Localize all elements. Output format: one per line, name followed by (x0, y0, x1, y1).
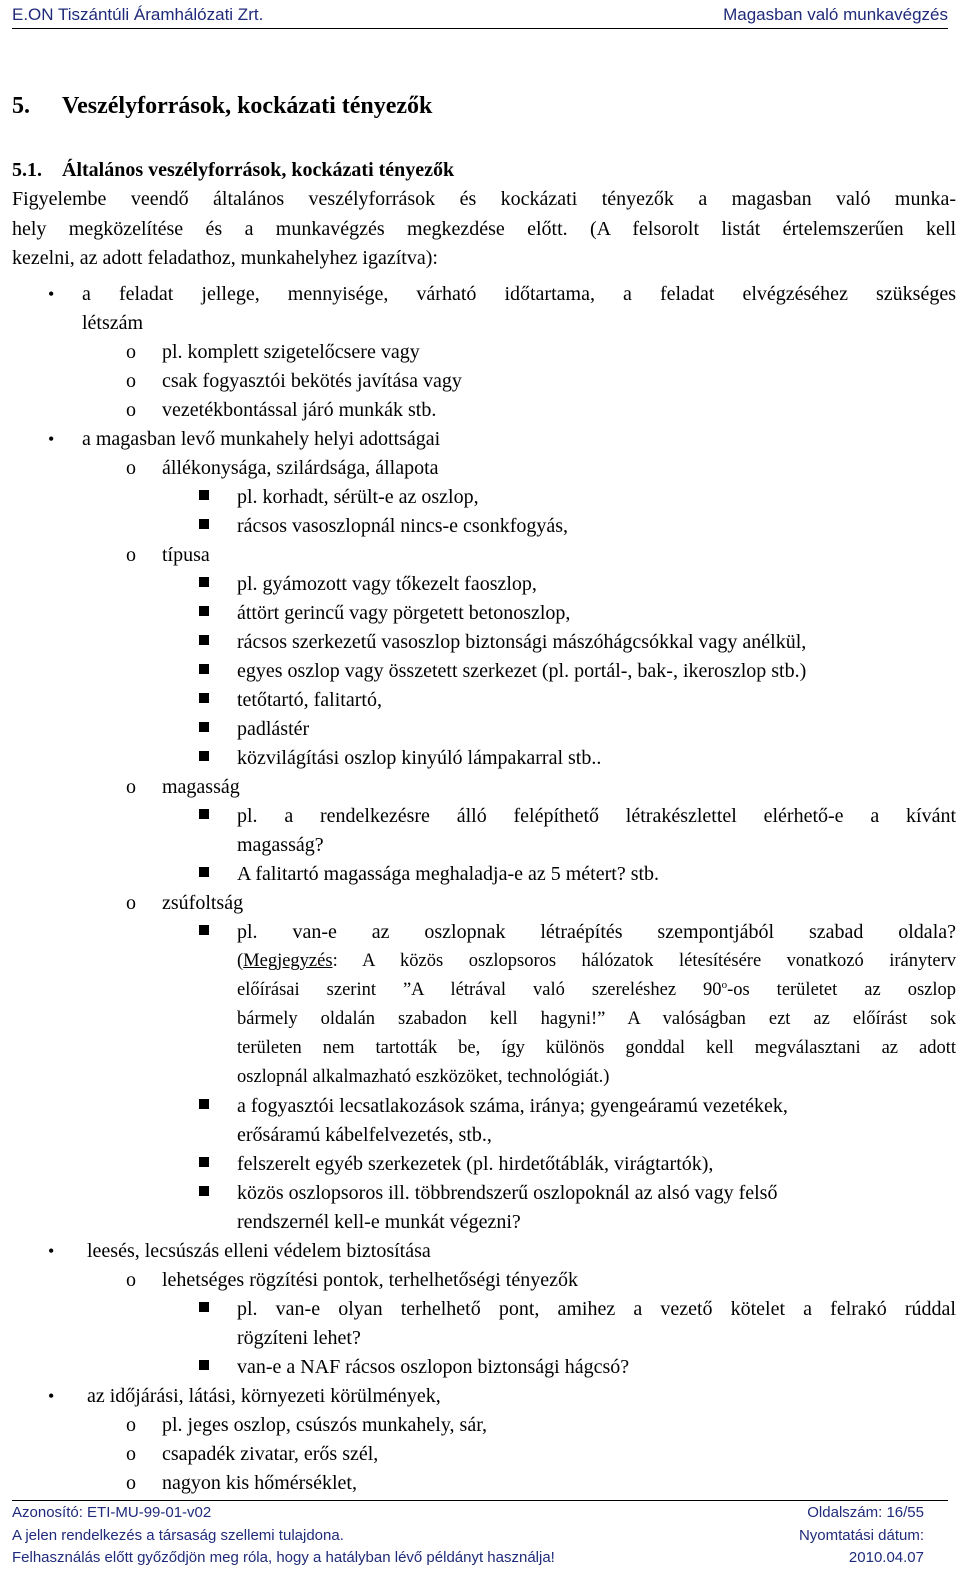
list-item: padlástér (237, 715, 956, 744)
list-item: rácsos szerkezetű vasoszlop biztonsági mászóhágcsókkal vagy anélkül, (237, 628, 956, 657)
list-item: o zsúfoltság (162, 889, 956, 918)
header-document-title: Magasban való munkavégzés (723, 5, 948, 24)
circle-marker: o (126, 1443, 136, 1465)
list-item: közvilágítási oszlop kinyúló lámpakarral stb.. (237, 744, 956, 773)
list-item: • a feladat jellege, mennyisége, várható időtartama, a feladat elvégzéséhez szükséges (82, 280, 956, 309)
square-marker (199, 1157, 209, 1167)
intro-line: hely megközelítése és a munkavégzés megkezdése előtt. (A felsorolt listát értelemszerűen kell (12, 217, 956, 240)
list-item: • leesés, lecsúszás elleni védelem biztosítása (87, 1237, 960, 1266)
list-item: o állékonysága, szilárdsága, állapota (162, 454, 956, 483)
square-marker (199, 577, 209, 587)
list-item: közös oszlopsoros ill. többrendszerű oszlopoknál az alsó vagy felső (237, 1179, 956, 1208)
note-label: Megjegyzés (243, 951, 333, 971)
list-item: felszerelt egyéb szerkezetek (pl. hirdetőtáblák, virágtartók), (237, 1150, 956, 1179)
list-item: o lehetséges rögzítési pontok, terhelhetőségi tényezők (162, 1266, 956, 1295)
note-line: (Megjegyzés: A közös oszlopsoros hálózatok létesítésére vonatkozó irányterv (237, 951, 956, 971)
bullet-marker: • (48, 284, 55, 304)
circle-marker: o (126, 1414, 136, 1436)
list-item: o vezetékbontással járó munkák stb. (162, 396, 956, 425)
list-item: pl. van-e az oszlopnak létraépítés szempontjából szabad oldala? (237, 918, 956, 947)
list-item: pl. van-e olyan terhelhető pont, amihez a vezető kötelet a felrakó rúddal (237, 1295, 956, 1324)
list-item: áttört gerincű vagy pörgetett betonoszlop, (237, 599, 956, 628)
list-item: • a magasban levő munkahely helyi adottságai (82, 425, 956, 454)
square-marker (199, 1360, 209, 1370)
circle-marker: o (126, 892, 136, 914)
footer-notice: Felhasználás előtt győződjön meg róla, hogy a hatályban lévő példányt használja! (12, 1549, 555, 1566)
page-header (12, 2, 948, 29)
square-marker (199, 693, 209, 703)
square-marker (199, 722, 209, 732)
list-item: rácsos vasoszlopnál nincs-e csonkfogyás, (237, 512, 956, 541)
section-number: 5.1. (12, 159, 42, 181)
circle-marker: o (126, 1269, 136, 1291)
list-item: tetőtartó, falitartó, (237, 686, 956, 715)
list-item: pl. a rendelkezésre álló felépíthető létrakészlettel elérhető-e a kívánt (237, 802, 956, 831)
list-item: o nagyon kis hőmérséklet, (162, 1469, 956, 1498)
note-line: oszlopnál alkalmazható eszközöket, technológiát.) (237, 1067, 610, 1087)
list-item: van-e a NAF rácsos oszlopon biztonsági hágcsó? (237, 1353, 956, 1382)
list-item: a fogyasztói lecsatlakozások száma, iránya; gyengeáramú vezetékek, (237, 1092, 956, 1121)
list-item: o típusa (162, 541, 956, 570)
list-item: egyes oszlop vagy összetett szerkezet (pl. portál-, bak-, ikeroszlop stb.) (237, 657, 956, 686)
footer-page-number: Oldalszám: 16/55 (807, 1504, 924, 1521)
footer-print-label: Nyomtatási dátum: (798, 1527, 924, 1544)
list-item: o csak fogyasztói bekötés javítása vagy (162, 367, 956, 396)
bullet-marker: • (48, 1386, 55, 1406)
intro-line: Figyelembe veendő általános veszélyforrások és kockázati tényezők a magasban való munka- (12, 188, 956, 210)
list-item: o pl. jeges oszlop, csúszós munkahely, sár, (162, 1411, 956, 1440)
square-marker (199, 867, 209, 877)
chapter-title: Veszélyforrások, kockázati tényezők (62, 93, 433, 119)
list-item-continuation: létszám (82, 312, 144, 334)
square-marker (199, 606, 209, 616)
circle-marker: o (126, 341, 136, 363)
bullet-marker: • (48, 1241, 55, 1261)
intro-line: kezelni, az adott feladathoz, munkahelyhez igazítva): (12, 247, 438, 269)
list-item-continuation: rendszernél kell-e munkát végezni? (237, 1211, 521, 1233)
square-marker (199, 1099, 209, 1109)
square-marker (199, 490, 209, 500)
list-item: o pl. komplett szigetelőcsere vagy (162, 338, 956, 367)
square-marker (199, 809, 209, 819)
chapter-heading (12, 88, 432, 124)
list-item: pl. korhadt, sérült-e az oszlop, (237, 483, 956, 512)
square-marker (199, 635, 209, 645)
list-item-continuation: rögzíteni lehet? (237, 1327, 361, 1349)
square-marker (199, 519, 209, 529)
footer-ownership: A jelen rendelkezés a társaság szellemi tulajdona. (12, 1527, 344, 1544)
square-marker (199, 1302, 209, 1312)
note-line: bármely oldalán szabadon kell hagyni!” A valóságban ezt az előírást sok (237, 1009, 956, 1029)
list-item-continuation: magasság? (237, 834, 324, 856)
square-marker (199, 925, 209, 935)
circle-marker: o (126, 370, 136, 392)
square-marker (199, 1186, 209, 1196)
circle-marker: o (126, 544, 136, 566)
square-marker (199, 664, 209, 674)
note-line: területen nem tartották be, így különös gonddal kell megválasztani az adott (237, 1038, 956, 1058)
list-item: o magasság (162, 773, 956, 802)
chapter-number: 5. (12, 93, 30, 119)
bullet-marker: • (48, 429, 55, 449)
list-item: • az időjárási, látási, környezeti körülmények, (87, 1382, 960, 1411)
list-item: o csapadék zivatar, erős szél, (162, 1440, 956, 1469)
section-heading (12, 155, 454, 185)
list-item: pl. gyámozott vagy tőkezelt faoszlop, (237, 570, 956, 599)
footer-print-date: 2010.04.07 (848, 1549, 924, 1566)
footer-document-id: Azonosító: ETI-MU-99-01-v02 (12, 1504, 212, 1521)
list-item-continuation: erősáramú kábelfelvezetés, stb., (237, 1124, 492, 1146)
header-company: E.ON Tiszántúli Áramhálózati Zrt. (12, 5, 264, 24)
circle-marker: o (126, 776, 136, 798)
note-line: előírásai szerint ”A létrával való szereléshez 90$^o$-os területet az oszlop (237, 978, 956, 1000)
list-item: A falitartó magassága meghaladja-e az 5 métert? stb. (237, 860, 956, 889)
circle-marker: o (126, 1472, 136, 1494)
square-marker (199, 751, 209, 761)
circle-marker: o (126, 457, 136, 479)
circle-marker: o (126, 399, 136, 421)
section-title: Általános veszélyforrások, kockázati tényezők (62, 159, 455, 181)
intro-paragraph (12, 185, 956, 274)
